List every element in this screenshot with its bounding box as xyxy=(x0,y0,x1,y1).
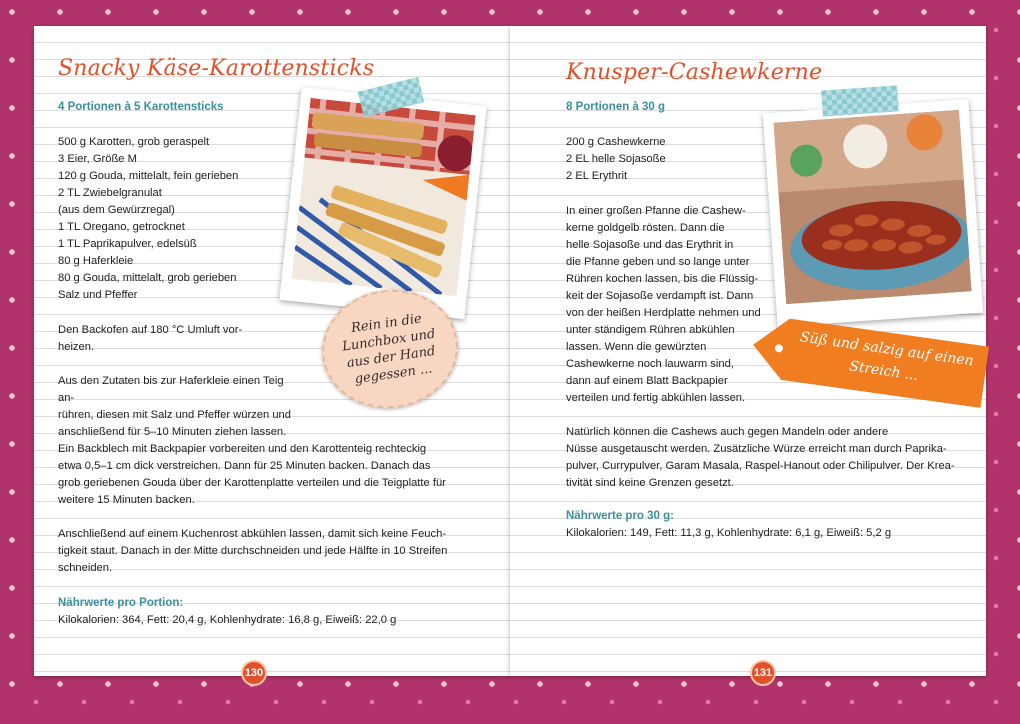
right-nutrition-values: Kilokalorien: 149, Fett: 11,3 g, Kohlenhydrate: 6,1 g, Eiweiß: 5,2 g xyxy=(566,527,892,539)
text-line: Nüsse ausgetauscht werden. Zusätzliche Würze erreicht man durch Paprika- xyxy=(566,443,947,455)
text-line: heizen. xyxy=(58,341,95,353)
text-line: Rühren kochen lassen, bis die Flüssig- xyxy=(566,273,759,285)
text-line: weitere 15 Minuten backen. xyxy=(58,494,195,506)
text-line: lassen. Wenn die gewürzten xyxy=(566,341,707,353)
ingredient: 1 TL Paprikapulver, edelsüß xyxy=(58,238,197,250)
ingredient: 200 g Cashewkerne xyxy=(566,136,666,148)
carrot-sticks-illustration xyxy=(292,98,476,296)
ingredient: 120 g Gouda, mittelalt, fein gerieben xyxy=(58,170,239,182)
left-ingredients-list xyxy=(58,134,318,304)
cashew-photo xyxy=(763,99,983,327)
text-line: dann auf einem Blatt Backpapier xyxy=(566,375,728,387)
text-line: etwa 0,5–1 cm dick verstreichen. Dann für 25 Minuten backen. Danach das xyxy=(58,460,431,472)
text-line: tivität sind keine Grenzen gesetzt. xyxy=(566,477,734,489)
text-line: Den Backofen auf 180 °C Umluft vor- xyxy=(58,324,243,336)
text-line: Cashewkerne noch lauwarm sind, xyxy=(566,358,734,370)
text-line: pulver, Currypulver, Garam Masala, Raspel-Hanout oder Chilipulver. Der Krea- xyxy=(566,460,955,472)
left-nutrition-values: Kilokalorien: 364, Fett: 20,4 g, Kohlenhydrate: 16,8 g, Eiweiß: 22,0 g xyxy=(58,614,397,626)
text-line: rühren, diesen mit Salz und Pfeffer würzen und xyxy=(58,409,291,421)
cashew-illustration xyxy=(773,110,971,305)
lunchbox-bubble-text: Rein in die Lunchbox und aus der Hand gegessen ... xyxy=(341,311,437,388)
ingredient: 80 g Gouda, mittelalt, grob gerieben xyxy=(58,272,237,284)
cashew-image xyxy=(773,110,971,305)
tag-text: Süß und salzig auf einen Streich ... xyxy=(798,329,975,384)
text-line: keit der Sojasoße verdampft ist. Dann xyxy=(566,290,754,302)
carrot-sticks-photo xyxy=(279,87,486,319)
text-line: Natürlich können die Cashews auch gegen Mandeln oder andere xyxy=(566,426,889,438)
text-line: grob geriebenen Gouda über der Karottenplatte verteilen und die Teigplatte für xyxy=(58,477,446,489)
right-recipe-portions: 8 Portionen à 30 g xyxy=(566,101,666,113)
right-nutrition-label: Nährwerte pro 30 g: xyxy=(566,510,674,522)
ingredient: Salz und Pfeffer xyxy=(58,289,138,301)
text-line: die Pfanne geben und so lange unter xyxy=(566,256,750,268)
text-line: anschließend für 5–10 Minuten ziehen lassen. xyxy=(58,426,287,438)
right-note xyxy=(566,424,964,492)
text-line: Ein Backblech mit Backpapier vorbereiten und den Karottenteig rechteckig xyxy=(58,443,427,455)
page-number-left: 130 xyxy=(241,660,267,686)
text-line: In einer großen Pfanne die Cashew- xyxy=(566,205,746,217)
text-line: Anschließend auf einem Kuchenrost abkühlen lassen, damit sich keine Feuch- xyxy=(58,528,447,540)
text-line: kerne goldgelb rösten. Dann die xyxy=(566,222,725,234)
text-line: tigkeit staut. Danach in der Mitte durchschneiden und jede Hälfte in 10 Streifen xyxy=(58,545,448,557)
ingredient: 2 TL Zwiebelgranulat xyxy=(58,187,162,199)
ingredient: 2 EL helle Sojasoße xyxy=(566,153,666,165)
left-recipe-portions: 4 Portionen à 5 Karottensticks xyxy=(58,101,224,113)
ingredient: 2 EL Erythrit xyxy=(566,170,628,182)
page-number-right: 131 xyxy=(750,660,776,686)
left-step-2 xyxy=(58,373,298,441)
left-step-3 xyxy=(58,441,458,509)
text-line: unter ständigem Rühren abkühlen xyxy=(566,324,735,336)
ingredient: 3 Eier, Größe M xyxy=(58,153,137,165)
carrot-sticks-image xyxy=(292,98,476,296)
left-step-1 xyxy=(58,322,254,356)
ingredient: 500 g Karotten, grob geraspelt xyxy=(58,136,210,148)
ingredient: (aus dem Gewürzregal) xyxy=(58,204,175,216)
text-line: von der heißen Herdplatte nehmen und xyxy=(566,307,761,319)
left-recipe-title: Snacky Käse-Karottensticks xyxy=(58,56,375,81)
ingredient: 1 TL Oregano, getrocknet xyxy=(58,221,185,233)
text-line: schneiden. xyxy=(58,562,113,574)
right-recipe-title: Knusper-Cashewkerne xyxy=(566,60,823,85)
text-line: helle Sojasoße und das Erythrit in xyxy=(566,239,734,251)
left-step-4 xyxy=(58,526,458,577)
right-method xyxy=(566,203,762,407)
right-ingredients-list xyxy=(566,134,756,185)
text-line: Aus den Zutaten bis zur Haferkleie einen Teig an- xyxy=(58,375,284,404)
ingredient: 80 g Haferkleie xyxy=(58,255,134,267)
photo-tape xyxy=(821,85,899,116)
left-nutrition-label: Nährwerte pro Portion: xyxy=(58,597,184,609)
text-line: verteilen und fertig abkühlen lassen. xyxy=(566,392,746,404)
